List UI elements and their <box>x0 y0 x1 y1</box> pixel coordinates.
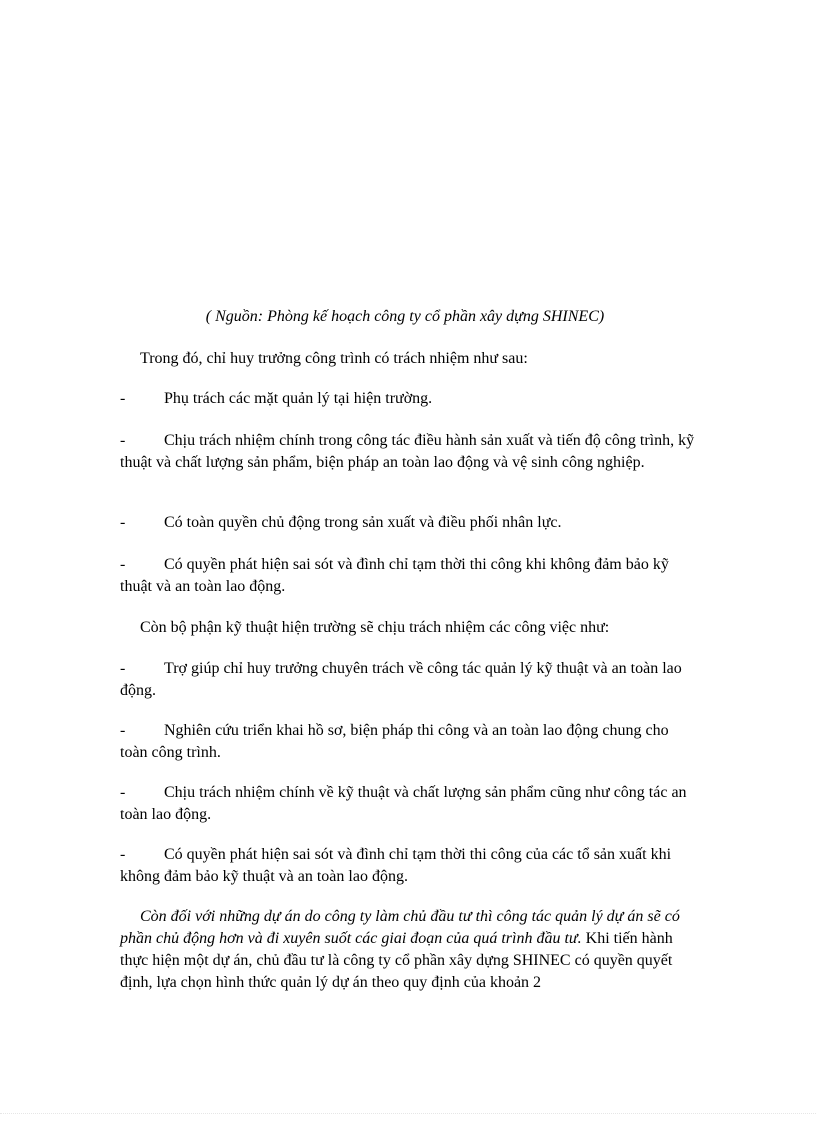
list-dash: - <box>120 784 126 801</box>
list-dash: - <box>120 514 126 531</box>
list-item-text: Nghiên cứu triển khai hồ sơ, biện pháp thi công và an toàn lao động chung cho toàn công trình. <box>120 722 669 761</box>
list-item <box>120 782 695 826</box>
list-item-text: Phụ trách các mặt quản lý tại hiện trường. <box>164 390 433 407</box>
list-item-text: Trợ giúp chỉ huy trưởng chuyên trách về công tác quản lý kỹ thuật và an toàn lao động. <box>120 660 682 699</box>
source-caption: ( Nguồn: Phòng kế hoạch công ty cổ phần xây dựng SHINEC) <box>205 308 605 325</box>
list-item <box>120 844 695 888</box>
investor-italic-text: Còn đối với những dự án do công ty làm chủ đầu tư thì công tác quản lý dự án sẽ có phần chủ động hơn và đi xuyên suốt các giai đoạn của quá trình đầu tư. <box>120 908 680 947</box>
list-item <box>120 512 695 534</box>
list-dash: - <box>120 556 126 573</box>
list-item-text: Chịu trách nhiệm chính về kỹ thuật và chất lượng sản phẩm cũng như công tác an toàn lao động. <box>120 784 687 823</box>
intro-paragraph-technical: Còn bộ phận kỹ thuật hiện trường sẽ chịu trách nhiệm các công việc như: <box>140 619 610 636</box>
list-item-text: Có toàn quyền chủ động trong sản xuất và điều phối nhân lực. <box>164 514 562 531</box>
list-dash: - <box>120 722 126 739</box>
list-dash: - <box>120 432 126 449</box>
list-item-text: Chịu trách nhiệm chính trong công tác điều hành sản xuất và tiến độ công trình, kỹ thuật và chất lượng sản phẩm, biện pháp an toàn lao động và vệ sinh công nghiệp. <box>120 432 695 471</box>
list-dash: - <box>120 846 126 863</box>
investor-paragraph <box>120 906 695 994</box>
list-item <box>120 658 695 702</box>
list-dash: - <box>120 660 126 677</box>
list-item <box>120 554 695 598</box>
list-item-text: Có quyền phát hiện sai sót và đình chỉ tạm thời thi công của các tổ sản xuất khi không đảm bảo kỹ thuật và an toàn lao động. <box>120 846 672 885</box>
list-item <box>120 430 695 474</box>
list-item <box>120 720 695 764</box>
intro-paragraph-commander: Trong đó, chỉ huy trưởng công trình có trách nhiệm như sau: <box>140 350 528 367</box>
list-dash: - <box>120 390 126 407</box>
list-item-text: Có quyền phát hiện sai sót và đình chỉ tạm thời thi công khi không đảm bảo kỹ thuật và an toàn lao động. <box>120 556 669 595</box>
investor-normal-text: Khi tiến hành thực hiện một dự án, chủ đầu tư là công ty cổ phần xây dựng SHINEC có quyền quyết định, lựa chọn hình thức quản lý dự án theo quy định của khoản 2 <box>120 930 673 991</box>
list-item <box>120 388 695 410</box>
page-bottom-divider <box>0 1113 816 1114</box>
